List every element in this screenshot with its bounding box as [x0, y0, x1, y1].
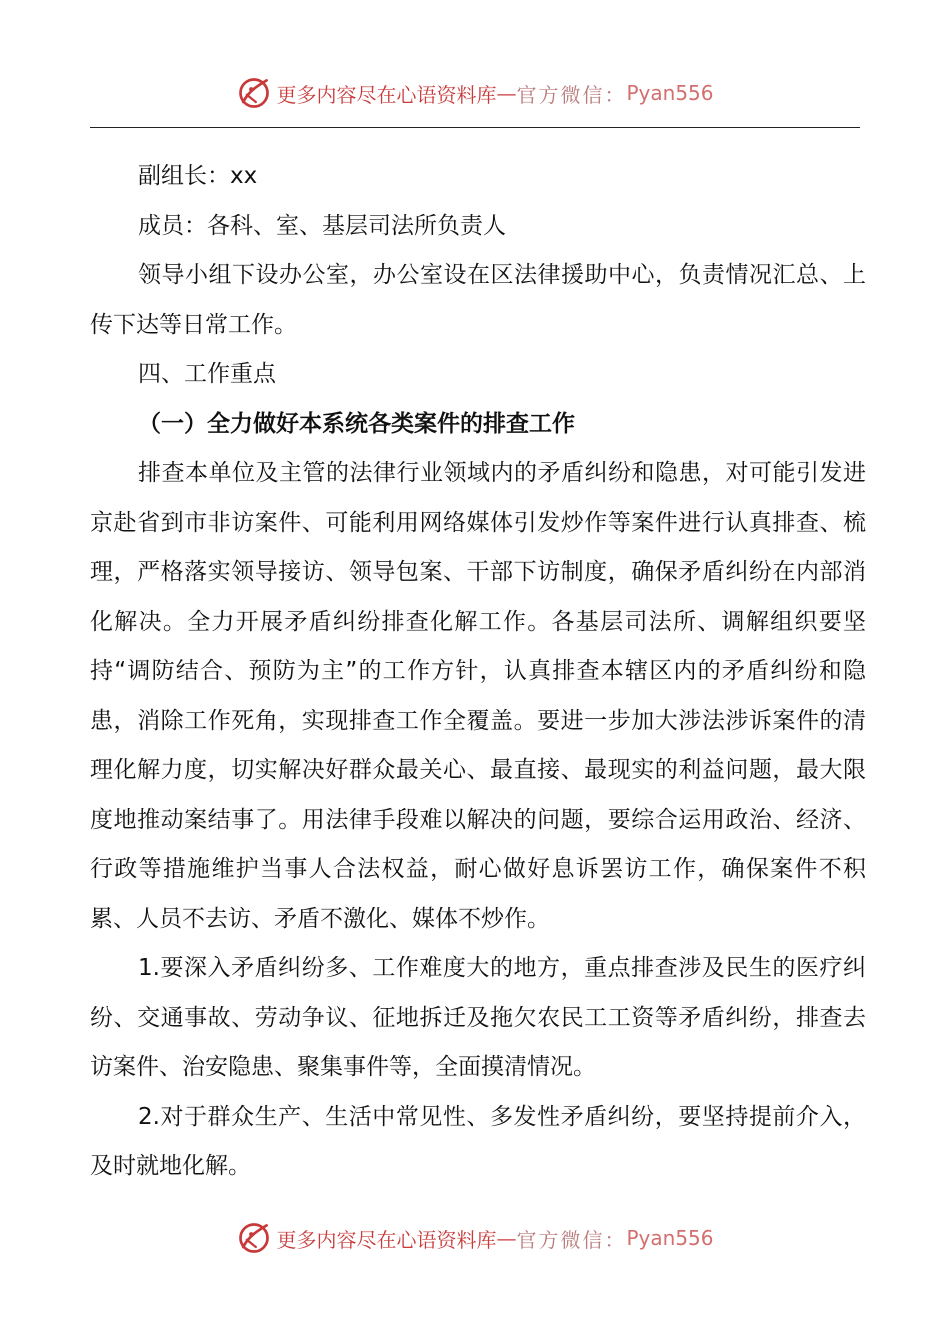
logo-icon — [236, 75, 272, 111]
page-footer — [0, 1215, 950, 1261]
paragraph-deputy-leader: 副组长：xx — [138, 163, 258, 189]
paragraph-investigation: 排查本单位及主管的法律行业领域内的矛盾纠纷和隐患，对可能引发进京赴省到市非访案件、可能利用网络媒体引发炒作等案件进行认真排查、梳理，严格落实领导接访、领导包案、干部下访制度，确保矛盾纠纷在内部消化解决。全力开展矛盾纠纷排查化解工作。各基层司法所、调解组织要坚持“调防结合、预防为主”的工作方针，认真排查本辖区内的矛盾纠纷和隐患，消除工作死角，实现排查工作全覆盖。要进一步加大涉法涉诉案件的清理化解力度，切实解决好群众最关心、最直接、最现实的利益问题，最大限度地推动案结事了。用法律手段难以解决的问题，要综合运用政治、经济、行政等措施维护当事人合法权益，耐心做好息诉罢访工作，确保案件不积累、人员不去访、矛盾不激化、媒体不炒作。 — [90, 460, 866, 932]
paragraph-members: 成员：各科、室、基层司法所负责人 — [138, 212, 506, 239]
header-wechat-id: Pyan556 — [626, 81, 714, 105]
header-banner — [236, 75, 713, 111]
header-dash: — — [496, 81, 517, 105]
footer-dash: — — [496, 1226, 517, 1250]
page-header — [0, 70, 950, 116]
footer-wechat-id: Pyan556 — [626, 1226, 714, 1250]
footer-banner-text: 更多内容尽在心语资料库 — [276, 1227, 497, 1252]
header-divider — [90, 127, 860, 128]
paragraph-item-1: 1.要深入矛盾纠纷多、工作难度大的地方，重点排查涉及民生的医疗纠纷、交通事故、劳动争议、征地拆迁及拖欠农民工工资等矛盾纠纷，排查去访案件、治安隐患、聚集事件等，全面摸清情况。 — [90, 955, 866, 1080]
subsection-heading-1: （一）全力做好本系统各类案件的排查工作 — [138, 410, 575, 437]
header-banner-text: 更多内容尽在心语资料库 — [276, 82, 497, 107]
header-wechat-label: 官方微信： — [516, 82, 627, 107]
document-body — [90, 152, 866, 1192]
paragraph-item-2: 2.对于群众生产、生活中常见性、多发性矛盾纠纷，要坚持提前介入，及时就地化解。 — [90, 1103, 866, 1179]
footer-banner — [236, 1220, 713, 1256]
logo-icon — [236, 1220, 272, 1256]
footer-wechat-label: 官方微信： — [516, 1227, 627, 1252]
paragraph-office: 领导小组下设办公室，办公室设在区法律援助中心，负责情况汇总、上传下达等日常工作。 — [90, 262, 866, 338]
section-heading-4: 四、工作重点 — [138, 361, 276, 387]
